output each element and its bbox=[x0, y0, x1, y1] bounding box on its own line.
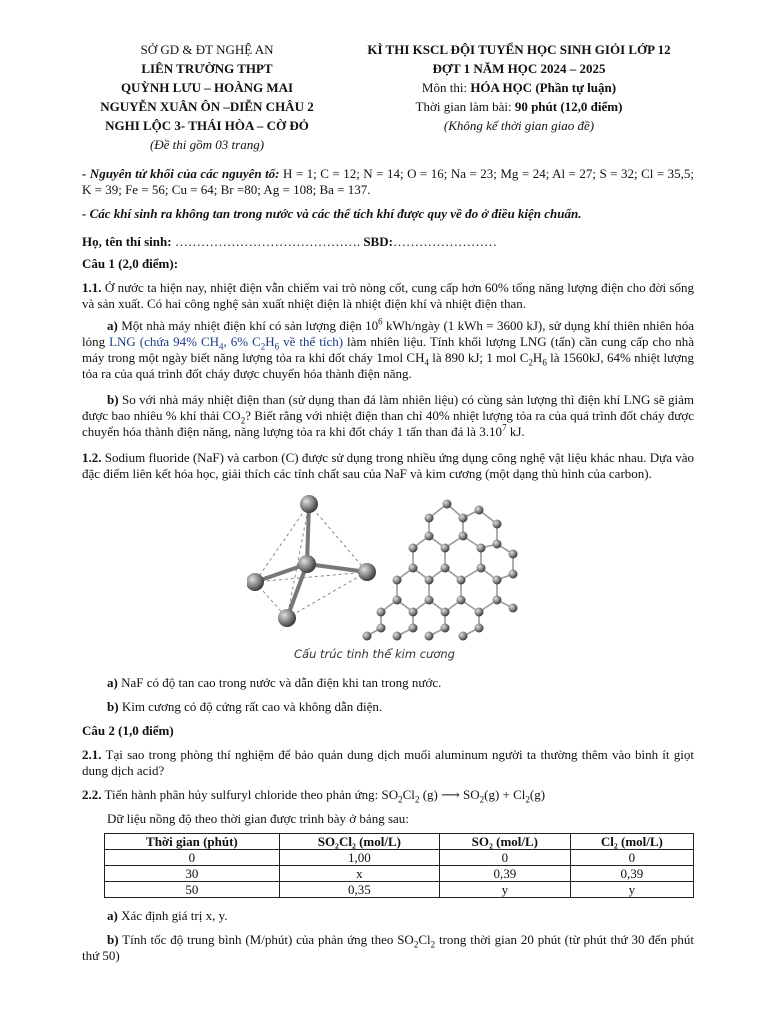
question-2-2-a: a) Xác định giá trị x, y. bbox=[107, 908, 228, 923]
table-cell: 1,00 bbox=[279, 850, 439, 866]
question-2-2-b: b) Tính tốc độ trung bình (M/phút) của phản ứng theo $SO_2Cl_2$ trong thời gian 20 phút (từ phút thứ 30 đến phút thứ 50) bbox=[82, 932, 694, 963]
diamond-structure-figure bbox=[82, 494, 694, 669]
exam-subject: Môn thi: HÓA HỌC (Phần tự luận) bbox=[421, 80, 617, 95]
gas-note: - Các khí sinh ra không tan trong nước và các thể tích khí được quy về đo ở điều kiện chuẩn. bbox=[82, 206, 582, 221]
school-group: LIÊN TRƯỜNG THPT bbox=[141, 61, 273, 76]
department-name: SỞ GD & ĐT NGHỆ AN bbox=[140, 42, 274, 57]
student-info: Họ, tên thí sinh: ……………………………………. SBD:…………………… bbox=[82, 234, 497, 249]
table-cell: 0 bbox=[439, 850, 570, 866]
school-names-3: NGHI LỘC 3- THÁI HÒA – CỜ ĐỎ bbox=[105, 118, 309, 133]
table-cell: 50 bbox=[105, 882, 280, 898]
atomic-masses: - Nguyên tử khối của các nguyên tố: H = 1; C = 12; N = 14; O = 16; Na = 23; Mg = 24; Al = 27; S = 32; Cl = 35,5; K = 39; Fe = 56; Cu = 64; Br =80; Ag = 108; Ba = 137. bbox=[82, 166, 694, 197]
col-so2cl2: SO₂Cl₂ (mol/L) bbox=[279, 834, 439, 850]
concentration-table bbox=[104, 833, 694, 898]
figure-caption: Cấu trúc tinh thể kim cương bbox=[294, 647, 455, 661]
question-1-2: 1.2. Sodium fluoride (NaF) và carbon (C) được sử dụng trong nhiều ứng dụng công nghệ vật liệu khác nhau. Dựa vào đặc điểm liên kết hóa học, giải thích các tính chất sau của NaF và kim cương (một dạng thù hình của carbon). bbox=[82, 450, 694, 481]
table-cell: 0,39 bbox=[570, 866, 693, 882]
table-row bbox=[105, 866, 694, 882]
table-cell: 0,35 bbox=[279, 882, 439, 898]
col-time: Thời gian (phút) bbox=[105, 834, 280, 850]
table-cell: y bbox=[439, 882, 570, 898]
page-count-note: (Đề thi gồm 03 trang) bbox=[149, 137, 265, 152]
question-1-1-a: a) Một nhà máy nhiệt điện khí có sản lượng điện $10^6$ kWh/ngày (1 kWh = 3600 kJ), sử dụng khí thiên nhiên hóa lỏng LNG (chứa 94% $CH_4$, 6% $C_2H_6$ về thể tích) làm nhiên liệu. Tính khối lượng LNG (tấn) cần cung cấp cho nhà máy trong một ngày biết năng lượng tỏa ra khi đốt cháy 1mol $CH_4$ là 890 kJ; 1 mol $C_2H_6$ là 1560kJ, 64% nhiệt lượng tỏa ra của quá trình đốt cháy được chuyển hóa thành điện năng. bbox=[82, 316, 695, 381]
diamond-crystal-illustration bbox=[247, 494, 537, 644]
tetrahedron-model bbox=[247, 495, 376, 627]
exam-page bbox=[82, 40, 694, 964]
question-1-2-b: b) Kim cương có độ cứng rất cao và không dẫn điện. bbox=[107, 699, 383, 714]
question-1-1-b: b) So với nhà máy nhiệt điện than (sử dụng than đá làm nhiên liệu) có cùng sản lượng thì điện khí LNG sẽ giảm được bao nhiêu % khí thải $CO_2$? Biết rằng với nhiệt điện than chỉ 40% nhiệt lượng tỏa ra của quá trình đốt cháy được chuyển hóa thành điện năng, năng lượng tỏa ra khi đốt cháy 1 tấn than đá là 3.10$^7$ kJ. bbox=[82, 392, 694, 439]
col-so2: SO₂ (mol/L) bbox=[439, 834, 570, 850]
table-cell: x bbox=[279, 866, 439, 882]
school-names-1: QUỲNH LƯU – HOÀNG MAI bbox=[120, 80, 294, 95]
table-cell: 30 bbox=[105, 866, 280, 882]
table-intro: Dữ liệu nồng độ theo thời gian được trình bày ở bảng sau: bbox=[107, 811, 409, 826]
exam-title-block bbox=[344, 40, 694, 154]
question-2-title: Câu 2 (1,0 điểm) bbox=[82, 723, 174, 738]
table-cell: y bbox=[570, 882, 693, 898]
table-header-row bbox=[105, 834, 694, 850]
exam-title: KÌ THI KSCL ĐỘI TUYỂN HỌC SINH GIỎI LỚP 12 bbox=[367, 42, 671, 57]
table-row bbox=[105, 850, 694, 866]
table-cell: 0 bbox=[105, 850, 280, 866]
table-cell: 0 bbox=[570, 850, 693, 866]
table-cell: 0,39 bbox=[439, 866, 570, 882]
school-block bbox=[82, 40, 332, 154]
exam-round: ĐỢT 1 NĂM HỌC 2024 – 2025 bbox=[432, 61, 606, 76]
school-names-2: NGUYỄN XUÂN ÔN –DIỄN CHÂU 2 bbox=[100, 99, 314, 114]
col-cl2: Cl₂ (mol/L) bbox=[570, 834, 693, 850]
exam-time-note: (Không kể thời gian giao đề) bbox=[443, 118, 595, 133]
diamond-lattice-model bbox=[363, 500, 518, 641]
question-2-1: 2.1. Tại sao trong phòng thí nghiệm để bảo quản dung dịch muối aluminum người ta thường thêm vào bình ít giọt dung dịch acid? bbox=[82, 747, 694, 778]
table-row bbox=[105, 882, 694, 898]
exam-time: Thời gian làm bài: 90 phút (12,0 điểm) bbox=[415, 99, 623, 114]
question-1-2-a: a) NaF có độ tan cao trong nước và dẫn điện khi tan trong nước. bbox=[107, 675, 442, 690]
exam-header bbox=[82, 40, 694, 154]
question-2-2: 2.2. Tiến hành phân hủy sulfuryl chloride theo phản ứng: $SO_2Cl_2$ (g) ⟶ $SO_2(g) + Cl_2(g)$ bbox=[82, 787, 546, 805]
question-1-1: 1.1. Ở nước ta hiện nay, nhiệt điện vẫn chiếm vai trò nòng cốt, cung cấp hơn 60% tổng năng lượng điện cho đời sống và sản xuất. Có hai công nghệ sản xuất nhiệt điện là nhiệt điện khí và nhiệt điện than. bbox=[82, 280, 694, 311]
question-1-title: Câu 1 (2,0 điểm): bbox=[82, 256, 179, 271]
